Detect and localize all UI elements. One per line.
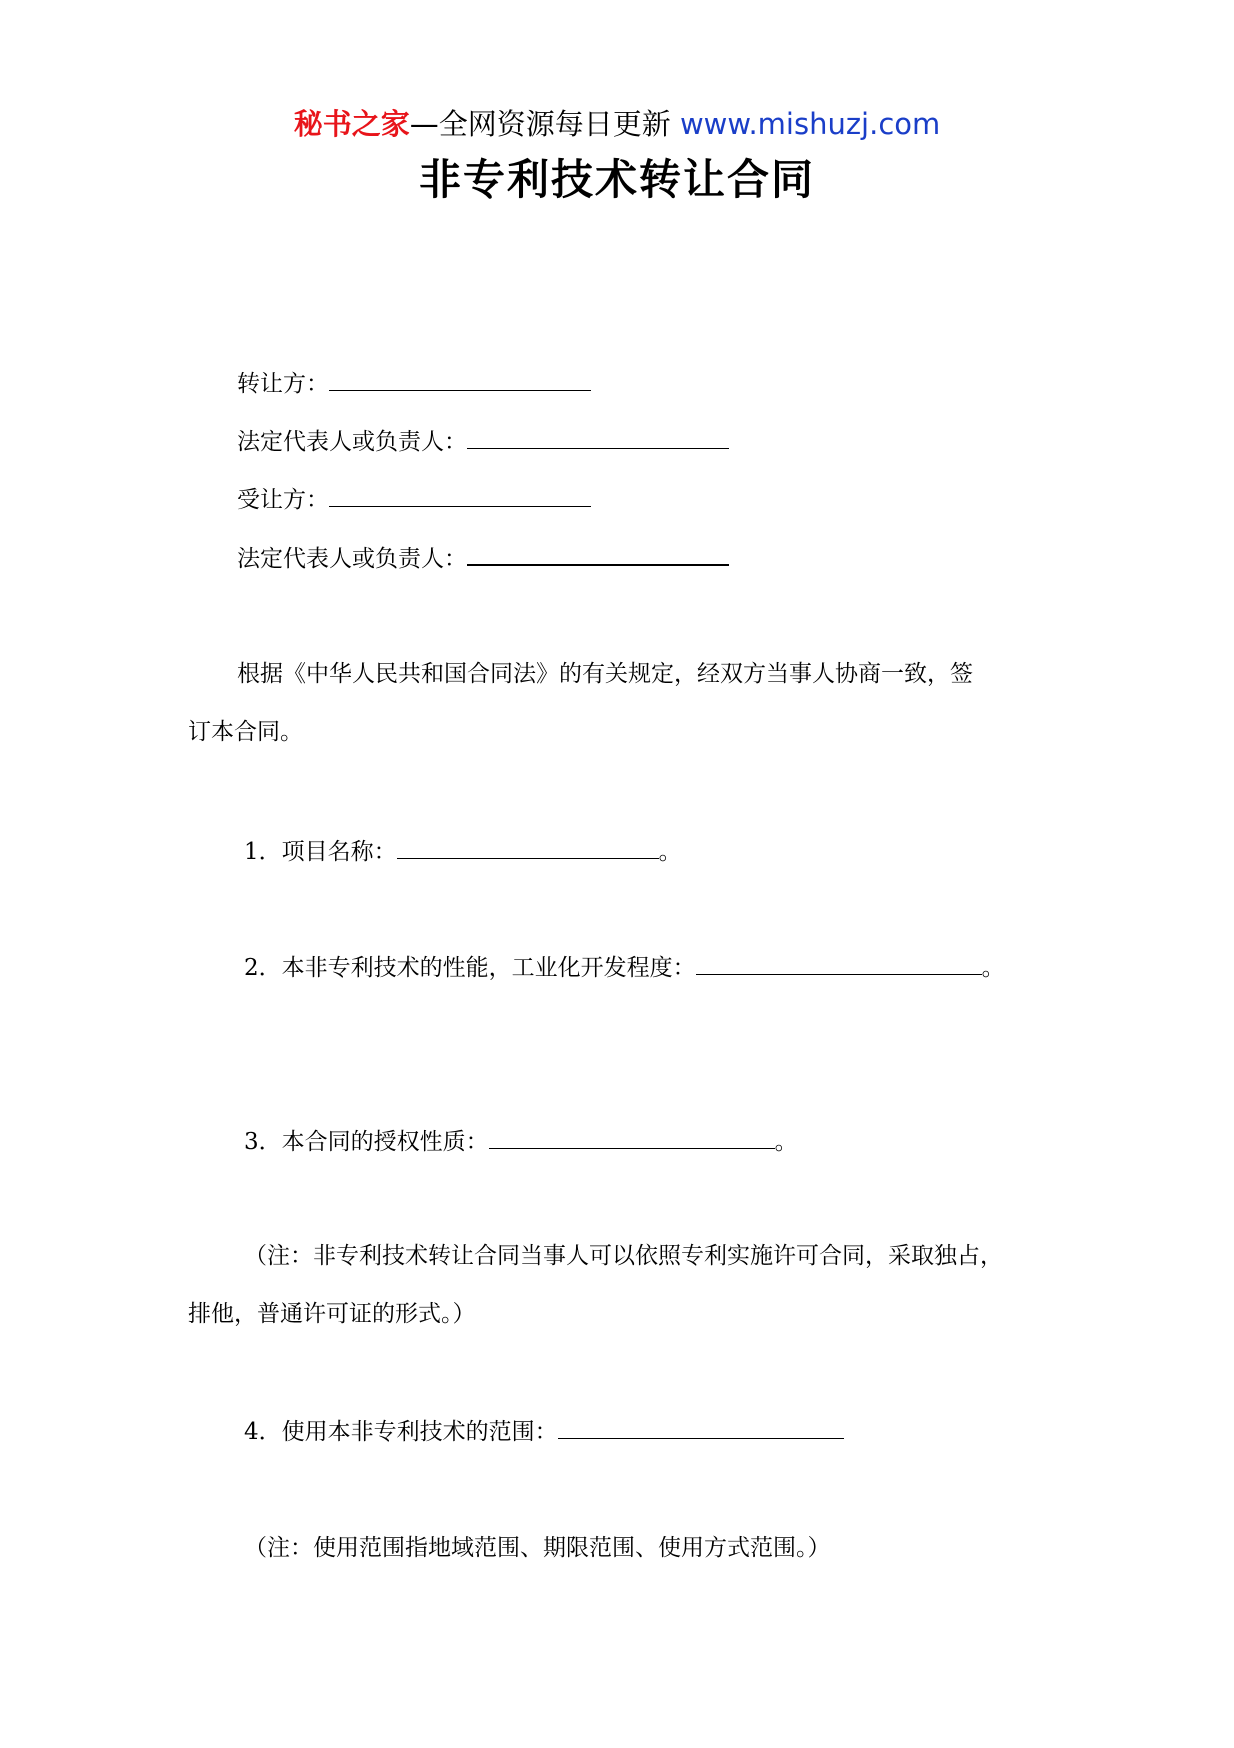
preamble-line-2: 订本合同。	[188, 719, 303, 745]
clause-2-blank[interactable]	[696, 950, 982, 975]
header-slogan: —全网资源每日更新	[409, 107, 671, 141]
clause-3-number: 3．	[244, 1129, 282, 1155]
clause-1-end: 。	[658, 839, 682, 865]
clause-3-end: 。	[774, 1129, 798, 1155]
clause-2-text: 本非专利技术的性能，工业化开发程度：	[281, 955, 696, 981]
brand-name: 秘书之家	[293, 107, 410, 141]
clause-2-number: 2．	[244, 955, 282, 981]
transferee-rep-line	[237, 540, 729, 575]
note-1-line-1: （注：非专利技术转让合同当事人可以依照专利实施许可合同，采取独占，	[244, 1243, 1003, 1269]
transferee-line	[237, 482, 591, 516]
clause-2-end: 。	[981, 955, 1005, 981]
clause-1	[244, 834, 682, 868]
site-url-link[interactable]: www.mishuzj.com	[679, 107, 941, 141]
clause-4-blank[interactable]	[558, 1414, 844, 1439]
site-header	[0, 104, 1234, 144]
transferor-rep-label: 法定代表人或负责人：	[237, 429, 467, 455]
note-2: （注：使用范围指地域范围、期限范围、使用方式范围。）	[244, 1535, 831, 1561]
clause-2	[244, 950, 1005, 984]
clause-4-number: 4．	[244, 1419, 282, 1445]
clause-4	[244, 1414, 844, 1448]
transferor-rep-line	[237, 424, 729, 458]
clause-3	[244, 1124, 798, 1158]
transferee-rep-blank[interactable]	[467, 540, 729, 566]
clause-4-text: 使用本非专利技术的范围：	[281, 1419, 558, 1445]
clause-1-text: 项目名称：	[281, 839, 397, 865]
transferee-blank[interactable]	[329, 482, 591, 507]
transferor-blank[interactable]	[329, 366, 591, 391]
clause-3-blank[interactable]	[489, 1124, 775, 1149]
document-title: 非专利技术转让合同	[418, 155, 815, 204]
transferee-label: 受让方：	[237, 487, 329, 513]
clause-1-number: 1．	[244, 839, 282, 865]
note-1-line-2: 排他，普通许可证的形式。）	[188, 1301, 476, 1327]
preamble-line-1: 根据《中华人民共和国合同法》的有关规定，经双方当事人协商一致，签	[237, 661, 973, 687]
clause-3-text: 本合同的授权性质：	[281, 1129, 489, 1155]
transferor-label: 转让方：	[237, 371, 329, 397]
transferee-rep-label: 法定代表人或负责人：	[237, 546, 467, 572]
clause-1-blank[interactable]	[397, 834, 659, 859]
transferor-line	[237, 366, 591, 400]
transferor-rep-blank[interactable]	[467, 424, 729, 449]
